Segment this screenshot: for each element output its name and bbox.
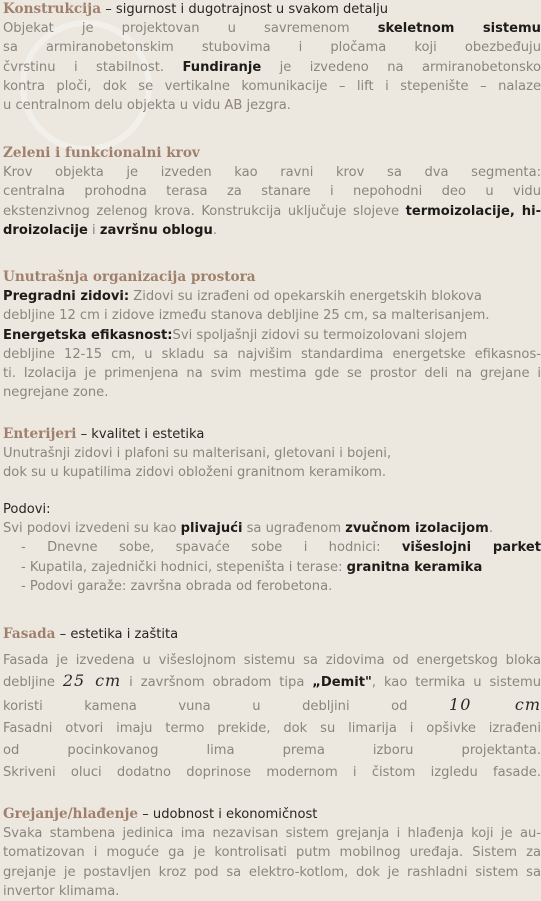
section-heading [3,425,541,444]
emphasis-text: „Demit" [312,675,372,691]
heading-subtitle: – sigurnost i dugotrajnost u svakom detalju [101,2,389,17]
section-fasada [3,625,541,784]
emphasis-text: droizolacije [3,222,88,238]
section-heading [3,268,541,287]
text: čvrstinu i stabilnost. [3,59,183,75]
text: i završnom obradom tipa [121,675,313,691]
paragraph-line [3,519,541,538]
text: koristi kamena vuna u debljini od [3,699,450,715]
emphasis-text: završnu oblogu [99,222,213,238]
paragraph-line: kontra ploči, dok se vertikalne komunikacije – lift i stepenište – nalaze [3,78,541,94]
list-item [3,558,541,577]
handwritten-value: 10 cm [449,695,541,715]
text: Zidovi su izrađeni od opekarskih energetskih blokova [129,289,482,305]
heading-title: Fasada [3,626,56,642]
paragraph-line: u centralnom delu objekta u vidu AB jezgra. [3,98,291,114]
paragraph-line [3,670,541,694]
emphasis-text: višeslojni parket [401,540,541,556]
paragraph-line: Fasadni otvori imaju termo prekide, dok su limarija i opšivke izrađeni [3,721,541,737]
paragraph-line: grejanje je postavljen kroz pod sa elektro-kotlom, dok je rashladni sistem sa [3,864,541,880]
paragraph-line [3,326,541,345]
text: je izvedeno na armiranobetonsko [261,59,541,75]
text: , kao termika u sistemu [371,675,541,691]
paragraph-line: od pocinkovanog lima prema izboru projektanta. [3,743,541,759]
heading-title: Zeleni i funkcionalni krov [3,145,200,161]
emphasis-text: granitna keramika [346,559,483,575]
paragraph-line: dok su u kupatilima zidovi obloženi granitnom keramikom. [3,465,387,481]
heading-title: Konstrukcija [3,1,102,17]
paragraph-line: centralna prohodna terasa za stanare i nepohodni deo u vidu [3,184,541,200]
emphasis-text: zvučnom izolacijom [345,521,489,537]
paragraph-line: debljine 12-15 cm, u skladu sa najvišim standardima energetske efikasnos- [3,346,541,362]
heading-subtitle: – kvalitet i estetika [76,427,205,442]
text: - Kupatila, zajednički hodnici, stepeništa i terase: [21,559,347,575]
heading-title: Grejanje/hlađenje [3,806,139,822]
text: - Dnevne sobe, spavaće sobe i hodnici: [21,540,402,556]
handwritten-value: 25 cm [62,671,122,691]
section-krov [3,144,541,240]
heading-subtitle: – udobnost i ekonomičnost [138,807,318,822]
paragraph-line: Fasada je izvedena u višeslojnom sistemu sa zidovima od energetskog bloka [3,653,541,669]
section-heading [3,144,541,163]
paragraph-line: ti. Izolacija je primenjena na svim mestima gde se prostor deli na grejane i [3,366,541,382]
heading-title: Unutrašnja organizacija prostora [3,269,256,285]
paragraph-line: negrejane zone. [3,385,109,401]
list-item: - Podovi garaže: završna obrada od ferobetona. [21,578,333,594]
paragraph-line: debljine 12 cm i zidove između stanova debljine 25 cm, sa malterisanjem. [3,308,490,324]
section-heading [3,625,541,644]
text: Svi spoljašnji zidovi su termoizolovani slojem [172,327,468,343]
paragraph-line: tomatizovan i moguće ga je kontrolisati putm mobilnog uređaja. Sistem za [3,845,541,861]
section-podovi [3,500,541,596]
emphasis-text: plivajući [180,521,243,537]
paragraph-line: Krov objekta je izveden kao ravni krov sa dva segmenta: [3,165,541,181]
paragraph-line: Svaka stambena jedinica ima nezavisan sistem grejanja i hlađenja koji je au- [3,826,541,842]
paragraph-line [3,58,541,77]
section-unutrasnja-organizacija [3,268,541,402]
section-heading [3,0,541,19]
emphasis-text: termoizolacije, hi- [405,203,541,219]
section-heading: Podovi: [3,502,51,517]
text: ekstenzivnog zelenog krova. Konstrukcija uključuje slojeve [3,203,406,219]
emphasis-text: Pregradni zidovi: [3,289,130,305]
text: i [87,222,100,238]
paragraph-line: sa armiranobetonskim stubovima i pločama koji obezbeđuju [3,40,541,56]
paragraph-line [3,221,541,240]
text: sa ugrađenom [242,521,346,537]
paragraph-line: invertor klimama. [3,883,120,899]
paragraph-line: Skriveni oluci dodatno doprinose modernom i čistom izgledu fasade. [3,765,541,781]
heading-subtitle: – estetika i zaštita [55,627,179,642]
emphasis-text: Energetska efikasnost: [3,327,173,343]
emphasis-text: skeletnom sistemu [377,21,541,37]
section-enterijeri [3,425,541,483]
text: . [212,222,218,238]
section-heading [3,805,541,824]
paragraph-line: Unutrašnji zidovi i plafoni su malterisani, gletovani i bojeni, [3,446,392,462]
paragraph-line [3,694,541,718]
section-grejanje [3,805,541,901]
text: Objekat je projektovan u savremenom [3,21,378,37]
text: Svi podovi izvedeni su kao [3,521,181,537]
text: debljine [3,675,63,691]
heading-title: Enterijeri [3,426,77,442]
paragraph-line [3,19,541,38]
list-item [3,538,541,557]
text: . [488,521,493,537]
section-konstrukcija [3,0,541,115]
paragraph-line [3,202,541,221]
emphasis-text: Fundiranje [182,59,262,75]
paragraph-line [3,287,541,306]
